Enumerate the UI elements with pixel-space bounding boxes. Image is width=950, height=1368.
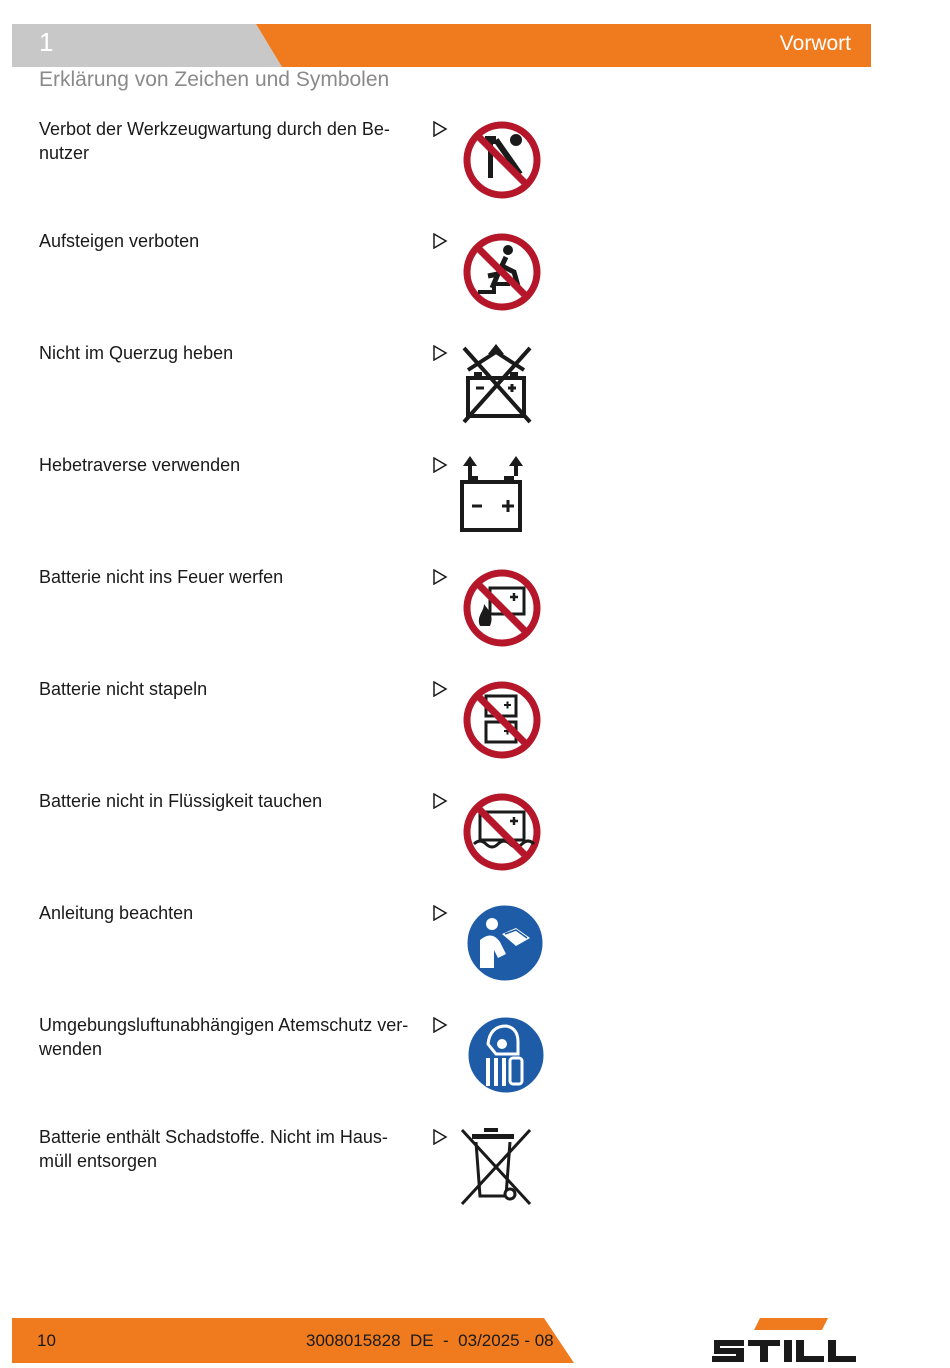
symbol-row	[0, 118, 950, 228]
use-lifting-beam-icon	[458, 454, 546, 542]
triangle-marker-icon	[432, 569, 448, 585]
no-household-waste-icon	[458, 1126, 546, 1214]
use-breathing-apparatus-icon	[458, 1014, 546, 1102]
symbol-label: Nicht im Querzug heben	[39, 343, 234, 363]
symbol-row	[0, 342, 950, 452]
triangle-marker-icon	[432, 793, 448, 809]
triangle-marker-icon	[432, 233, 448, 249]
symbol-label: Batterie nicht ins Feuer werfen	[39, 567, 284, 587]
no-battery-in-fire-icon	[458, 566, 546, 654]
header-bar-graphic	[12, 24, 871, 67]
read-manual-icon	[458, 902, 546, 990]
no-cross-pull-lifting-icon	[458, 342, 546, 430]
symbol-row	[0, 230, 950, 340]
symbol-label: Batterie nicht stapeln	[39, 679, 208, 699]
symbol-label: Verbot der Werkzeugwartung durch den Be- nutzer	[39, 119, 390, 163]
triangle-marker-icon	[432, 457, 448, 473]
symbol-row	[0, 454, 950, 564]
section-title: Vorwort	[779, 32, 851, 55]
triangle-marker-icon	[432, 121, 448, 137]
no-climbing-icon	[458, 230, 546, 318]
triangle-marker-icon	[432, 345, 448, 361]
symbol-row	[0, 566, 950, 676]
symbol-row	[0, 1126, 950, 1236]
symbol-label: Hebetraverse verwenden	[39, 455, 241, 475]
symbol-row	[0, 902, 950, 1012]
no-tool-maintenance-icon	[458, 118, 546, 206]
no-battery-stacking-icon	[458, 678, 546, 766]
section-bar	[256, 24, 871, 67]
still-logo	[712, 1318, 872, 1364]
symbol-row	[0, 678, 950, 788]
symbol-label: Anleitung beachten	[39, 903, 194, 923]
triangle-marker-icon	[432, 905, 448, 921]
triangle-marker-icon	[432, 1017, 448, 1033]
triangle-marker-icon	[432, 681, 448, 697]
symbol-row	[0, 1014, 950, 1124]
symbol-label: Umgebungsluftunabhängigen Atemschutz ver- wenden	[39, 1015, 409, 1059]
page-number: 10	[37, 1331, 56, 1350]
no-battery-in-liquid-icon	[458, 790, 546, 878]
symbol-label: Aufsteigen verboten	[39, 231, 200, 251]
symbol-label: Batterie nicht in Flüssigkeit tauchen	[39, 791, 323, 811]
page-footer	[12, 1318, 575, 1363]
document-reference: 3008015828 DE - 03/2025 - 08	[306, 1331, 554, 1350]
symbol-label: Batterie enthält Schadstoffe. Nicht im Haus- müll entsorgen	[39, 1127, 388, 1171]
triangle-marker-icon	[432, 1129, 448, 1145]
symbol-row	[0, 790, 950, 900]
page-header	[12, 24, 871, 67]
page-title: Erklärung von Zeichen und Symbolen	[39, 68, 390, 91]
chapter-number: 1	[39, 27, 54, 57]
